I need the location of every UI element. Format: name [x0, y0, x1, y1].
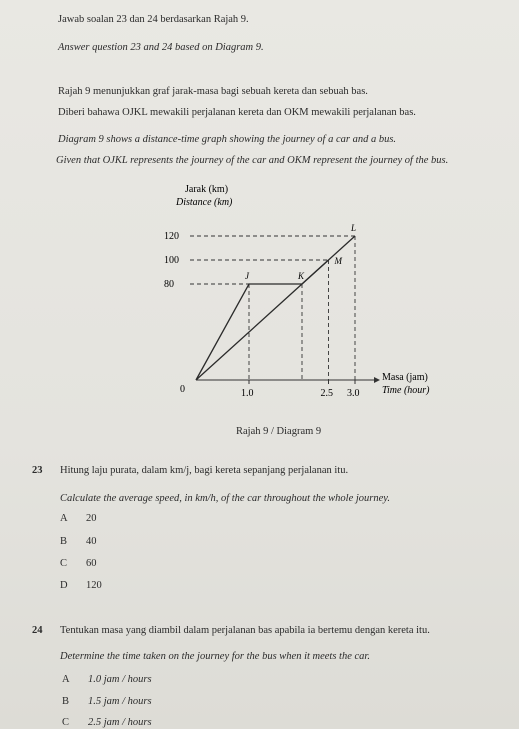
- diagram-caption: Rajah 9 / Diagram 9: [236, 426, 322, 437]
- series-lines: [196, 236, 355, 380]
- point-label-l: L: [351, 223, 357, 233]
- x-axis-label-en: Time (hour): [382, 385, 430, 396]
- given-ms: Diberi bahawa OJKL mewakili perjalanan kereta dan OKM mewakili perjalanan bas.: [58, 107, 416, 118]
- q23-option-c-value: 60: [86, 558, 97, 569]
- x-axis-label-ms: Masa (jam): [382, 372, 428, 383]
- description-en: Diagram 9 shows a distance-time graph showing the journey of a car and a bus.: [58, 134, 397, 145]
- distance-time-graph: [150, 180, 470, 415]
- intro-line-ms: Jawab soalan 23 dan 24 berdasarkan Rajah 9.: [58, 14, 249, 25]
- q24-option-c-letter[interactable]: C: [62, 717, 70, 728]
- point-label-m: M: [334, 256, 342, 266]
- x-tick-label-2.5: 2.5: [320, 388, 333, 399]
- description-ms: Rajah 9 menunjukkan graf jarak-masa bagi sebuah kereta dan sebuah bas.: [58, 86, 368, 97]
- bus-line: [196, 260, 329, 380]
- question-24-number: 24: [32, 625, 43, 636]
- y-tick-label-120: 120: [164, 231, 179, 242]
- q24-option-a-letter[interactable]: A: [62, 674, 70, 685]
- q23-option-c-letter[interactable]: C: [60, 558, 68, 569]
- q23-option-b-value: 40: [86, 536, 97, 547]
- point-label-k: K: [298, 271, 305, 281]
- y-tick-label-100: 100: [164, 255, 179, 266]
- question-24-text-en: Determine the time taken on the journey for the bus when it meets the car.: [60, 651, 370, 662]
- ticks: [164, 231, 360, 399]
- q23-option-d-value: 120: [86, 580, 102, 591]
- question-24-text-ms: Tentukan masa yang diambil dalam perjalanan bas apabila ia bertemu dengan kereta itu.: [60, 625, 430, 636]
- y-axis-label-ms: Jarak (km): [185, 184, 229, 195]
- intro-line-en: Answer question 23 and 24 based on Diagram 9.: [58, 42, 264, 53]
- q23-option-a-letter[interactable]: A: [60, 513, 68, 524]
- q24-option-b-value: 1.5 jam / hours: [88, 696, 152, 707]
- q24-option-b-letter[interactable]: B: [62, 696, 70, 707]
- question-23-text-en: Calculate the average speed, in km/h, of the car throughout the whole journey.: [60, 493, 391, 504]
- x-tick-label-3: 3.0: [347, 388, 360, 399]
- x-tick-label-1: 1.0: [241, 388, 254, 399]
- origin-label: 0: [180, 384, 185, 395]
- given-en: Given that OJKL represents the journey of the car and OKM represent the journey of the bus.: [56, 155, 449, 166]
- point-labels: [245, 223, 356, 281]
- q24-option-c-value: 2.5 jam / hours: [88, 717, 152, 728]
- y-axis-label-en: Distance (km): [176, 197, 233, 208]
- q24-option-a-value: 1.0 jam / hours: [88, 674, 152, 685]
- q23-option-a-value: 20: [86, 513, 97, 524]
- q23-option-b-letter[interactable]: B: [60, 536, 68, 547]
- point-label-j: J: [245, 271, 249, 281]
- question-23-text-ms: Hitung laju purata, dalam km/j, bagi kereta sepanjang perjalanan itu.: [60, 465, 349, 476]
- x-axis-arrow: [374, 377, 380, 383]
- y-tick-label-80: 80: [164, 279, 174, 290]
- question-23-number: 23: [32, 465, 43, 476]
- q23-option-d-letter[interactable]: D: [60, 580, 68, 591]
